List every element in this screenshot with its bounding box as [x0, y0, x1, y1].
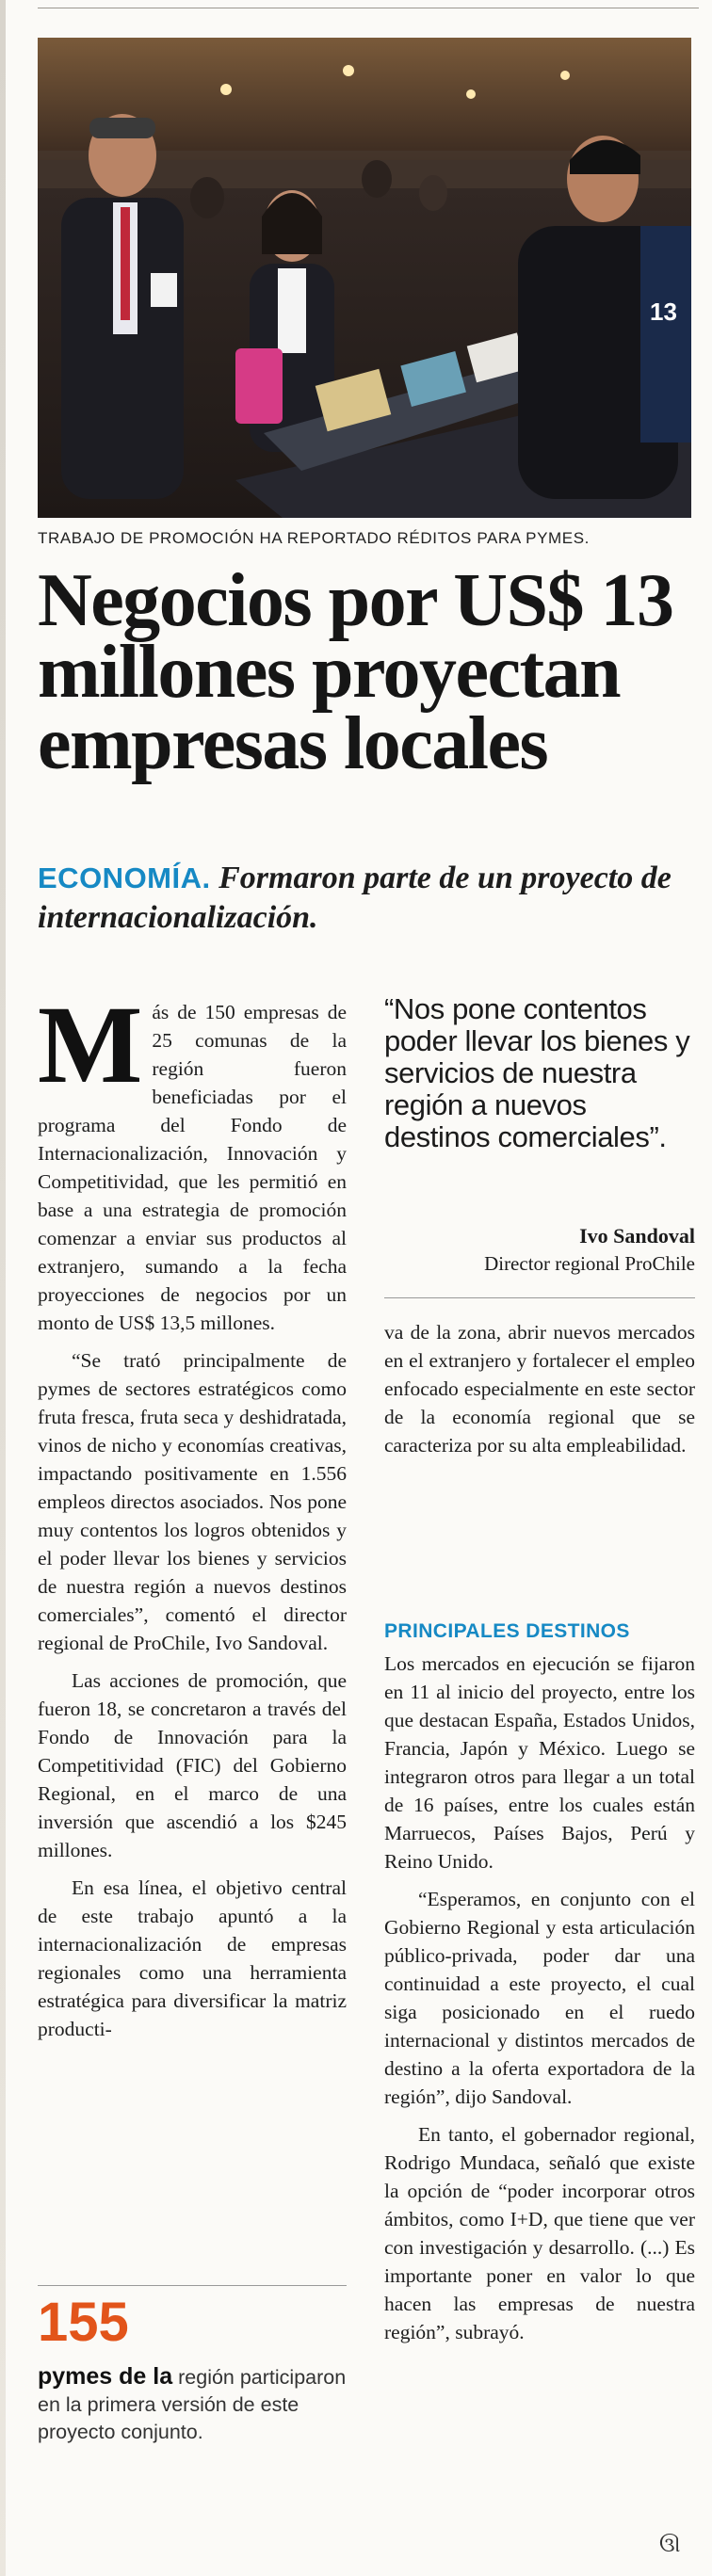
- body-paragraph: va de la zona, abrir nuevos mercados en el extranjero y fortalecer el empleo enfocado especialmente en este sector de la economía regional que se caracteriza por su alta empleabilidad.: [384, 1321, 695, 1457]
- body-paragraph: Las acciones de promoción, que fueron 18, se concretaron a través del Fondo de Innovación para la Competitividad (FIC) del Gobierno Regional, en el marco de una inversión que ascendió a los $245 millones.: [38, 1669, 347, 1861]
- body-paragraph: “Se trató principalmente de pymes de sectores estratégicos como fruta fresca, fruta seca y deshidratada, vinos de nicho y economías creativas, impactando positivamente en 1.556 empleos directos asociados. Nos pone muy contentos los logros obtenidos y el poder llevar los bienes y servicios de nuestra región a nuevos destinos comerciales”, comentó el director regional de ProChile, Ivo Sandoval.: [38, 1349, 347, 1654]
- deck-text: Formaron parte de un proyecto de internacionalización.: [38, 861, 672, 935]
- quote-divider: [384, 1297, 695, 1298]
- body-paragraph: Los mercados en ejecución se fijaron en 11 al inicio del proyecto, entre los que destacan España, Estados Unidos, Francia, Japón y México. Luego se integraron otros para llegar a un total de 16 países, entre los cuales están Marruecos, Países Bajos, Perú y Reino Unido.: [384, 1652, 695, 1873]
- body-column-right: [384, 1650, 695, 2346]
- body-paragraph: [38, 983, 347, 1337]
- section-kicker: ECONOMÍA.: [38, 861, 211, 894]
- pull-quote: “Nos pone contentos poder llevar los bienes y servicios de nuestra región a nuevos destinos comerciales”.: [384, 992, 690, 1153]
- quote-author: Ivo Sandoval: [579, 1224, 695, 1248]
- body-paragraph: “Esperamos, en conjunto con el Gobierno Regional y esta articulación público-privada, poder dar una continuidad a este proyecto, el cual siga posicionado en el ruedo internacional y distintos mercados de destino a la oferta exportadora de la región”, dijo Sandoval.: [384, 1888, 695, 2108]
- deck: [38, 859, 697, 938]
- photo-caption: TRABAJO DE PROMOCIÓN HA REPORTADO RÉDITOS PARA PYMES.: [38, 529, 590, 547]
- stat-text: región participaron en la primera versión de este proyecto conjunto.: [38, 2366, 347, 2443]
- stat-number: 155: [38, 2292, 129, 2353]
- end-mark: ઊ: [659, 2533, 681, 2556]
- subheading: PRINCIPALES DESTINOS: [384, 1620, 630, 1642]
- quote-author-role: Director regional ProChile: [484, 1252, 695, 1275]
- stat-description: [38, 2363, 347, 2446]
- body-column-right-top: [384, 1318, 695, 1459]
- stat-strong: pymes de la: [38, 2363, 173, 2390]
- event-photo-illustration: [38, 38, 691, 518]
- headline: Negocios por US$ 13 millones proyectan empresas locales: [38, 559, 673, 785]
- svg-text:13: 13: [650, 298, 677, 326]
- body-paragraph: En tanto, el gobernador regional, Rodrigo Mundaca, señaló que existe la opción de “poder incorporar otros ámbitos, como I+D, que tiene que ver con investigación y desarrollo. (...) Es importante poner en valor lo que hacen las empresas de nuestra región”, subrayó.: [384, 2123, 695, 2343]
- event-photo: [38, 38, 691, 518]
- dropcap: M: [38, 983, 143, 1106]
- body-text: ás de 150 empresas de 25 comunas de la región fueron beneficiadas por el programa del Fondo de Internacionalización, Innovación y Competitividad, que les permitió en base a una estrategia de promoción comenzar a enviar sus productos al extranjero, sumando a la fecha proyecciones de negocios por un monto de US$ 13,5 millones.: [38, 1001, 347, 1334]
- body-column-left: [38, 983, 347, 2043]
- stat-divider: [38, 2285, 347, 2286]
- page-edge: [0, 0, 6, 2576]
- body-paragraph: En esa línea, el objetivo central de este trabajo apuntó a la internacionalización de empresas regionales como una herramienta estratégica para diversificar la matriz producti-: [38, 1876, 347, 2040]
